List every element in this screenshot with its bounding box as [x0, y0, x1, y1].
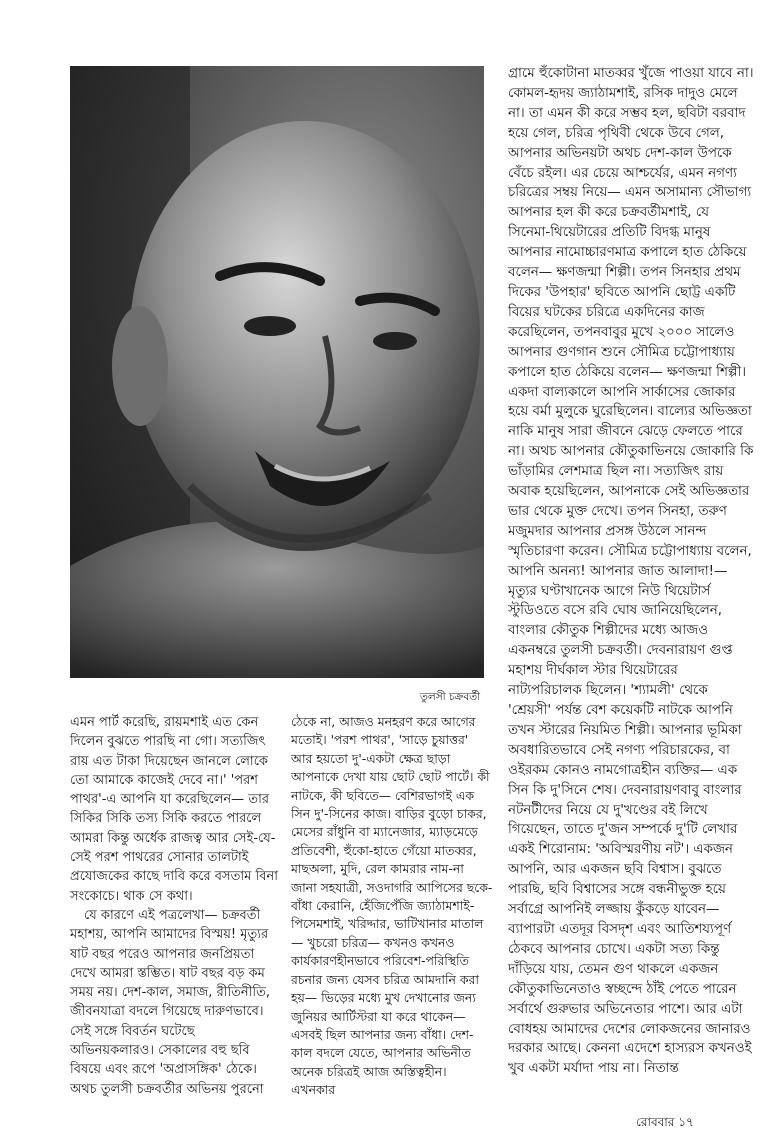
- right-column-paragraph: গ্রামে হুঁকোটানা মাতব্বর খুঁজে পাওয়া যাবে না। কোমল-হৃদয় জ্যাঠামশাই, রসিক দাদুও মেলে না। তা এমন কী করে সম্ভব হল, ছবিটা বরবাদ হয়ে গেল, চরিত্র পৃথিবী থেকে উবে গেল, আপনার অভিনয়টা অথচ দেশ-কাল উপকে বেঁচে রইল। এর চেয়ে আশ্চর্যের, এমন নগণ্য চরিত্রের সম্বয় নিয়ে— এমন অসামান্য সৌভাগ্য আপনার হল কী করে চক্রবর্তীমশাই, যে সিনেমা-থিয়েটারের প্রতিটি বিদগ্ধ মানুষ আপনার নামোচ্চারণমাত্র কপালে হাত ঠেকিয়ে বলেন— ক্ষণজন্মা শিল্পী। তপন সিনহার প্রথম দিকের 'উপহার' ছবিতে আপনি ছোট্ট একটি বিয়ের ঘটকের চরিত্রে একদিনের কাজ করেছিলেন, তপনবাবুর মুখে ২০০০ সালেও আপনার গুণগান শুনে সৌমিত্র চট্টোপাধ্যায় কপালে হাত ঠেকিয়ে বলেন— ক্ষণজন্মা শিল্পী। একদা বাল্যকালে আপনি সার্কাসের জোকার হয়ে বর্মা মুলুকে ঘুরেছিলেন। বাল্যের অভিজ্ঞতা নাকি মানুষ সারা জীবনে ঝেড়ে ফেলতে পারে না। অথচ আপনার কৌতুকাভিনয়ে জোকারি কি ভাঁড়ামির লেশমাত্র ছিল না। সত্যজিৎ রায় অবাক হয়েছিলেন, আপনাকে সেই অভিজ্ঞতার ভার থেকে মুক্ত দেখে। তপন সিনহা, তরুণ মজুমদার আপনার প্রসঙ্গ উঠলে সানন্দ স্মৃতিচারণা করেন। সৌমিত্র চট্টোপাধ্যায় বলেন, আপনি অনন্য! আপনার জাত আলাদা!— মৃত্যুর ঘণ্টাখানেক আগে নিউ থিয়েটার্স স্টুডিওতে বসে রবি ঘোষ জানিয়েছিলেন, বাংলার কৌতুক শিল্পীদের মধ্যে আজও একনম্বরে তুলসী চক্রবর্তী। দেবনারায়ণ গুপ্ত মহাশয় দীর্ঘকাল স্টার থিয়েটারের নাট্যপরিচালক ছিলেন। 'শ্যামলী' থেকে 'শ্রেয়সী' পর্যন্ত বেশ কয়েকটি নাটকে আপনি তখন স্টারের নিয়মিত শিল্পী। আপনার ভূমিকা অবধারিতভাবে সেই নগণ্য পরিচারকের, বা ওইরকম কোনও নামগোত্রহীন ব্যক্তির— এক সিন কি দু'সিনে শেষ। দেবনারায়ণবাবু বাংলার নটনটীদের নিয়ে যে দু'খণ্ডের বই লিখে গিয়েছেন, তাতে দু'জন সম্পর্কে দু'টি লেখার একই শিরোনাম: 'অবিস্মরণীয় নট'। একজন আপনি, আর একজন ছবি বিশ্বাস। বুঝতে পারছি, ছবি বিশ্বাসের সঙ্গে বন্ধনীভুক্ত হয়ে সর্বাগ্রে আপনিই লজ্জায় কুঁকড়ে যাবেন— ব্যাপারটা এতদূর বিসদৃশ এবং আতিশয্যপূর্ণ ঠেকবে আপনার চোখে। একটা সত্য কিন্তু দাঁড়িয়ে যায়, তেমন গুণ থাকলে একজন কৌতুকাভিনেতাও স্বচ্ছন্দে ঠাঁই পেতে পারেন সর্বার্থে গুরুভার অভিনেতার পাশে। আর এটা বোধহয় আমাদের দেশের লোকজনের জানারও দরকার আছে। কেননা এদেশে হাস্যরস কখনওই খুব একটা মর্যাদা পায় না। নিতান্ত: [508, 66, 754, 1077]
- col1-paragraph-2: [70, 906, 280, 1099]
- right-column: [508, 64, 754, 1079]
- bottom-left-column: [70, 713, 280, 1099]
- col1-paragraph-2-text: যে কারণে এই পত্রলেখা— চক্রবর্তী মহাশয়, আপনি আমাদের বিস্ময়! মৃত্যুর ষাট বছর পরেও আপনার জনপ্রিয়তা দেখে আমরা স্তম্ভিত। ষাট বছর বড় কম সময় নয়। দেশ-কাল, সমাজ, রীতিনীতি, জীবনযাত্রা বদলে গিয়েছে দারুণভাবে। সেই সঙ্গে বিবর্তন ঘটেছে অভিনয়কলারও। সেকালের বহু ছবি বিষয়ে এবং রূপে 'অপ্রাসঙ্গিক' ঠেকে। অথচ তুলসী চক্রবর্তীর অভিনয় পুরনো: [70, 907, 270, 1097]
- photo-caption: তুলসী চক্রবর্তী: [420, 691, 481, 703]
- col1-paragraph-1: এমন পার্ট করেছি, রায়মশাই এত কেন দিলেন বুঝতে পারছি না গো। সত্যজিৎ রায় এত টাকা দিয়েছেন জানলে লোকে তো আমাকে কাজেই দেবে না।' 'পরশ পাথর'-এ আপনি যা করেছিলেন— তার সিকির সিকি তস্য সিকি করতে পারলে আমরা কিন্তু অর্ধেক রাজত্ব আর সেই-যে-সেই পরশ পাথরের সোনার তালটাই প্রযোজকের কাছে দাবি করে বসতাম বিনা সংকোচে। থাক সে কথা।: [70, 715, 278, 904]
- bottom-middle-column: [291, 713, 493, 1100]
- page-footer: রোববার ১৭: [636, 1115, 694, 1129]
- col2-paragraph: ঠেকে না, আজও মনহরণ করে আগের মতোই। 'পরশ পাথর', 'সাড়ে চুয়াত্তর' আর হয়তো দু'-একটা ক্ষেত্র ছাড়া আপনাকে দেখা যায় ছোট ছোট পার্টে। কী নাটকে, কী ছবিতে— বেশিরভাগই এক সিন দু'-সিনের কাজ। বাড়ির বুড়ো চাকর, মেসের রাঁধুনি বা ম্যানেজার, ম্যাড়মেড়ে প্রতিবেশী, হুঁকো-হাতে গেঁয়ো মাতব্বর, মাছঅলা, মুদি, রেল কামরার নাম-না জানা সহযাত্রী, সওদাগরি আপিসের ছকে-বাঁধা কেরানি, হেঁজিপেঁজি জ্যাঠামশাই-পিসেমশাই, খরিদ্দার, ভাটিখানার মাতাল— খুচরো চরিত্র— কখনও কখনও কার্যকারণহীনভাবে পরিবেশ-পরিস্থিতি রচনার জন্য যেসব চরিত্র আমদানি করা হয়— ভিড়ের মধ্যে মুখ দেখানোর জন্য জুনিয়র আর্টিস্টরা যা করে থাকেন— এসবই ছিল আপনার জন্য বাঁধা। দেশ-কাল বদলে যেতে, আপনার অভিনীত অনেক চরিত্রই আজ অস্তিত্বহীন। এখনকার: [291, 714, 493, 1098]
- portrait-photo: [70, 66, 484, 678]
- portrait-illustration: [70, 66, 484, 678]
